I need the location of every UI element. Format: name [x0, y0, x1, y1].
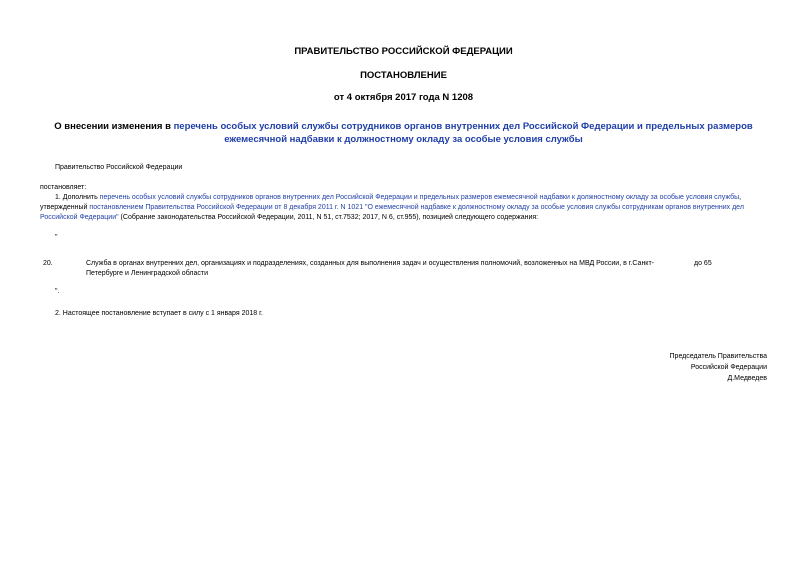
paragraph-2: 2. Настоящее постановление вступает в силу с 1 января 2018 г.: [55, 310, 263, 317]
position-value: до 65: [694, 260, 712, 267]
p1-list-link[interactable]: перечень особых условий службы сотрудников органов внутренних дел Российской Федерации и предельных размеров ежемесячной надбавки к должностному окладу за особые условия службы: [99, 194, 740, 201]
date-number-heading: от 4 октября 2017 года N 1208: [333, 92, 474, 103]
government-heading: ПРАВИТЕЛЬСТВО РОССИЙСКОЙ ФЕДЕРАЦИИ: [294, 46, 513, 57]
p1-mid: , утвержденный: [40, 194, 742, 211]
p1-suffix: (Собрание законодательства Российской Федерации, 2011, N 51, ст.7532; 2017, N 6, ст.955), позицией следующего содержания:: [118, 214, 539, 221]
signature-line-3: Д.Медведев: [727, 375, 767, 382]
signature-block: [670, 351, 767, 384]
signature-line-2: Российской Федерации: [690, 364, 767, 371]
doc-type-heading: ПОСТАНОВЛЕНИЕ: [360, 70, 447, 81]
title-link[interactable]: перечень особых условий службы сотрудников органов внутренних дел Российской Федерации и предельных размеров ежемесячной надбавки к должностному окладу за особые условия службы: [173, 121, 753, 145]
quote-close: ".: [55, 288, 60, 295]
government-line: Правительство Российской Федерации: [55, 164, 183, 171]
signature-line-1: Председатель Правительства: [669, 353, 767, 360]
decrees-line: постановляет:: [40, 184, 87, 191]
document-title: [40, 120, 767, 146]
position-number: 20.: [43, 260, 53, 267]
p1-prefix: 1. Дополнить: [55, 194, 100, 201]
quote-open: ": [55, 234, 58, 241]
title-prefix: О внесении изменения в: [54, 121, 174, 132]
paragraph-1: [40, 193, 770, 223]
position-text: Служба в органах внутренних дел, организациях и подразделениях, созданных для выполнения задач и осуществления полномочий, возложенных на МВД России, в г.Санкт-Петербурге и Ленинградской области: [86, 260, 654, 277]
p1-resolution-link[interactable]: постановлением Правительства Российской Федерации от 8 декабря 2011 г. N 1021 "О ежемесячной надбавке к должностному окладу за особые условия службы сотрудникам органов внутренних дел Российской Федерации": [40, 204, 744, 221]
